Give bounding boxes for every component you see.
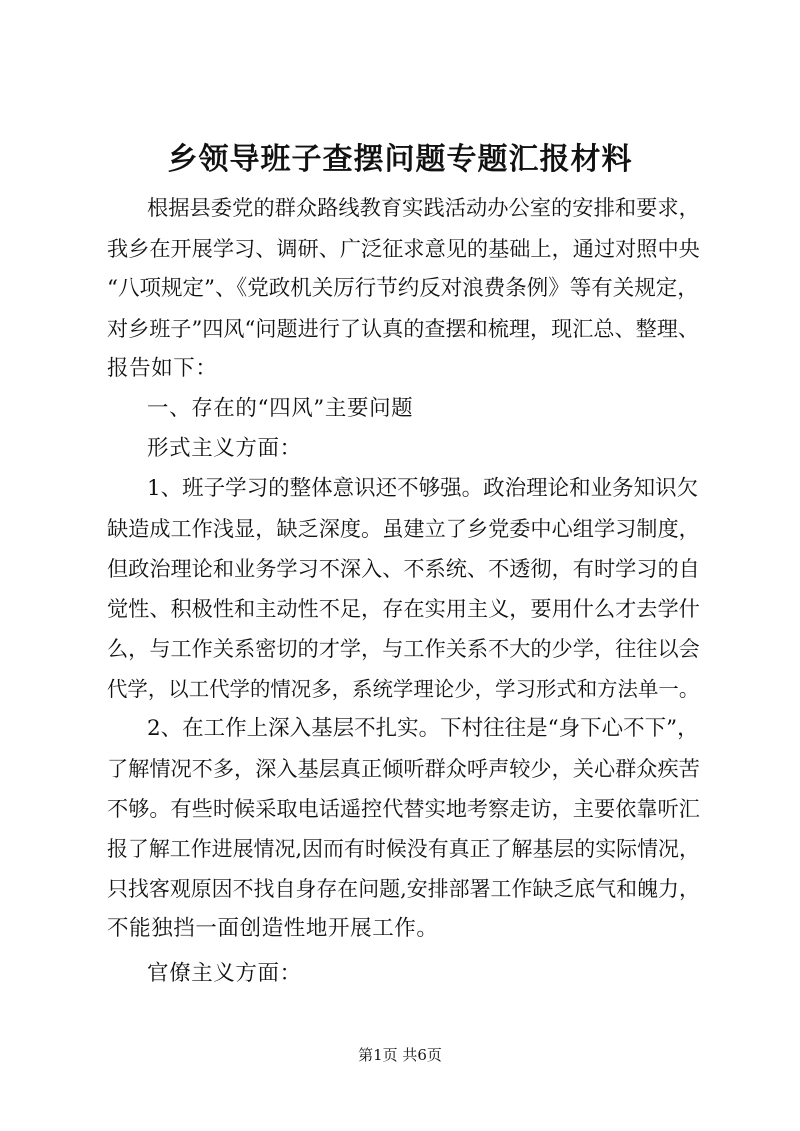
section-heading: 一、存在的“四风”主要问题 [147,396,414,421]
paragraph-line: 了解情况不多，深入基层真正倾听群众呼声较少，关心群众疾苦 [107,756,700,781]
paragraph-line: 2、在工作上深入基层不扎实。下村往往是“身下心不下”， [147,716,699,741]
paragraph-line: 么，与工作关系密切的才学，与工作关系不大的少学，往往以会 [107,636,700,661]
paragraph-line: 缺造成工作浅显，缺乏深度。虽建立了乡党委中心组学习制度， [107,516,700,541]
paragraph-line: 根据县委党的群众路线教育实践活动办公室的安排和要求， [147,196,700,221]
paragraph-line: 1、班子学习的整体意识还不够强。政治理论和业务知识欠 [147,476,699,501]
subsection-heading: 官僚主义方面： [147,961,302,986]
paragraph-line: 报告如下： [107,356,218,381]
paragraph-line: 代学，以工代学的情况多，系统学理论少，学习形式和方法单一。 [107,677,700,701]
document-title: 乡领导班子查摆问题专题汇报材料 [167,142,633,177]
paragraph-line: 不够。有些时候采取电话遥控代替实地考察走访，主要依靠听汇 [107,796,700,821]
paragraph-line: “八项规定”、《党政机关厉行节约反对浪费条例》等有关规定， [107,276,699,301]
paragraph-line: 不能独挡一面创造性地开展工作。 [107,916,439,941]
paragraph-line: 只找客观原因不找自身存在问题,安排部署工作缺乏底气和魄力， [107,877,700,901]
paragraph-line: 觉性、积极性和主动性不足，存在实用主义，要用什么才去学什 [107,596,700,621]
paragraph-line: 报了解工作进展情况,因而有时候没有真正了解基层的实际情况， [107,837,700,861]
paragraph-line: 我乡在开展学习、调研、广泛征求意见的基础上，通过对照中央 [107,236,700,261]
paragraph-line: 但政治理论和业务学习不深入、不系统、不透彻，有时学习的自 [107,556,700,581]
subsection-heading: 形式主义方面： [147,436,302,461]
page-footer: 第1页 共6页 [358,1046,442,1064]
paragraph-line: 对乡班子”四风“问题进行了认真的查摆和梳理，现汇总、整理、 [107,316,699,341]
